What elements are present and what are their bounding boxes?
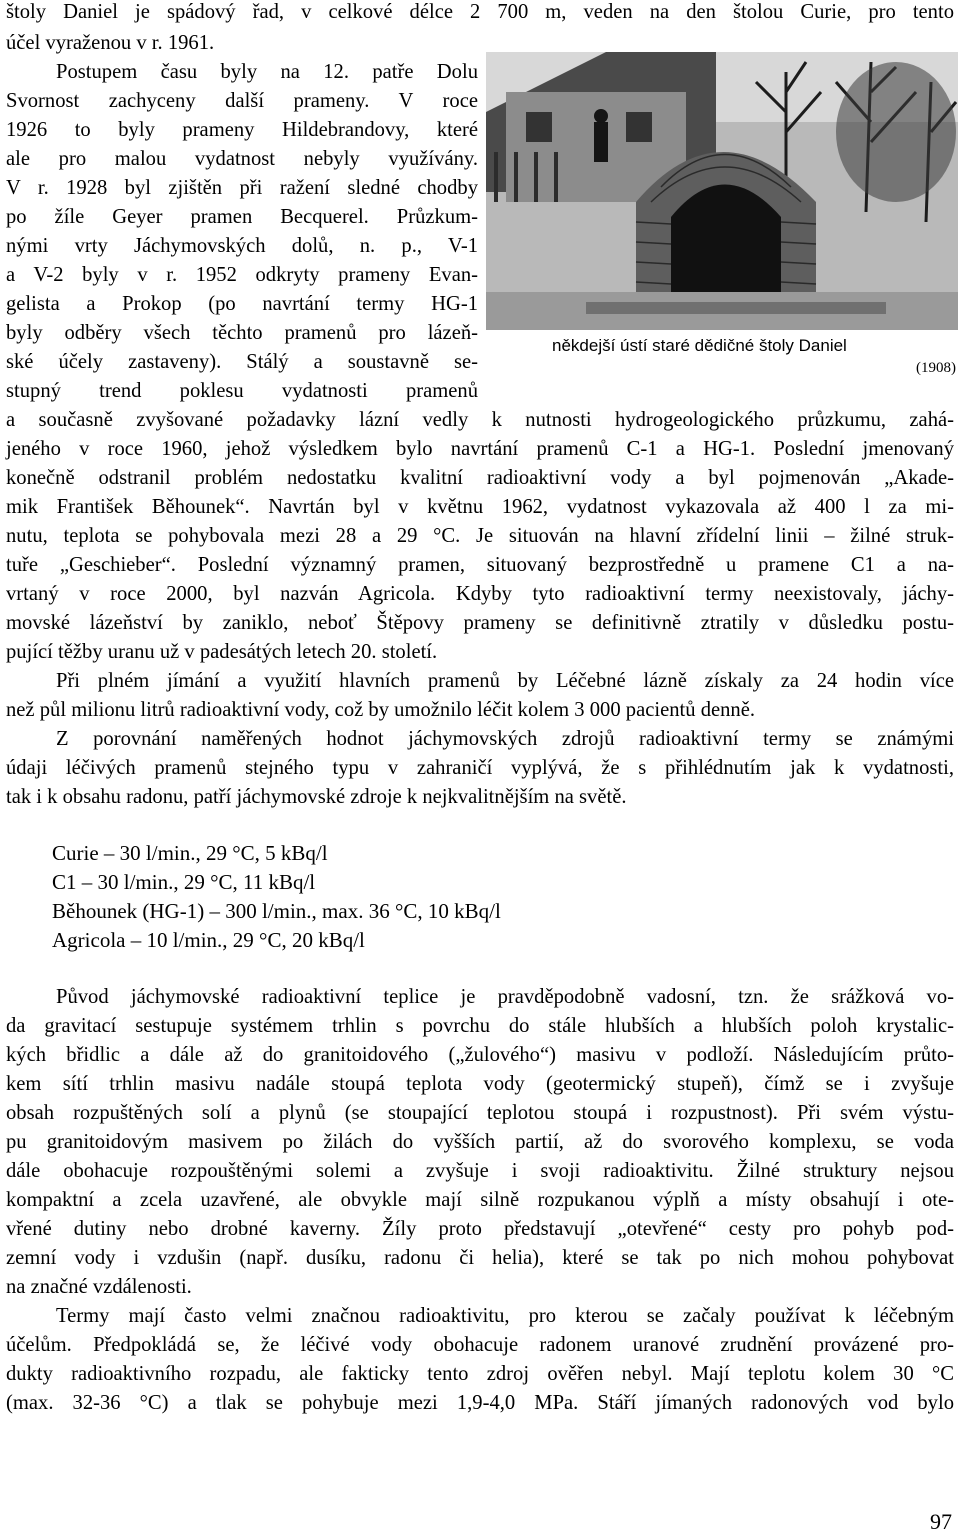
page-number: 97: [930, 1509, 952, 1534]
spring-entry: C1 – 30 l/min., 29 °C, 11 kBq/l: [52, 870, 316, 894]
text-line: vřené dutiny nebo drobné kaverny. Žíly proto představují „otevřené“ cesty pro pohyb pod-: [6, 1218, 954, 1240]
text-line: jeného v roce 1960, jehož výsledkem bylo navrtání pramenů C-1 a HG-1. Poslední jmenovaný: [6, 438, 954, 460]
text-line: vrtaný v roce 2000, byl nazván Agricola. Kdyby tyto radioaktivní termy neexistovaly, jáchy-: [6, 583, 954, 605]
text-line: da gravitací sestupuje systémem trhlin s povrchu do stále hlubších a hlubších poloh krystalic-: [6, 1015, 954, 1037]
text-line: kompaktní a zcela uzavřené, ale obvykle mají silně rozpukanou výplň a místy obsahují i ote-: [6, 1189, 954, 1211]
text-line: nými vrty Jáchymovských dolů, n. p., V-1: [6, 235, 478, 257]
text-line: movské lázeňství by zaniklo, neboť Štěpovy prameny se definitivně ztratily v důsledku postu-: [6, 612, 954, 634]
text-line: dále obohacuje rozpouštěnými solemi a zvyšuje i svoji radioaktivitu. Žilné struktury nejsou: [6, 1160, 954, 1182]
text-line: zemní vody i vzdušin (např. dusíku, radonu či helia), které se tak po nich mohou pohybovat: [6, 1247, 954, 1269]
text-line: Termy mají často velmi značnou radioaktivitu, pro kterou se začaly používat k léčebným: [56, 1305, 954, 1327]
text-line: účel vyraženou v r. 1961.: [6, 32, 215, 54]
text-line: Postupem času byly na 12. patře Dolu: [56, 61, 478, 83]
figure-caption: někdejší ústí staré dědičné štoly Daniel: [552, 336, 847, 355]
text-line: stupný trend poklesu vydatnosti pramenů: [6, 380, 478, 402]
text-line: obsah rozpuštěných solí a plynů (se stoupající teplotou stoupá i rozpustnost). Při svém výstu-: [6, 1102, 954, 1124]
text-line: štoly Daniel je spádový řad, v celkové délce 2 700 m, veden na den štolou Curie, pro tento: [6, 1, 954, 23]
text-line: ale pro malou vydatnost nebyly využívány.: [6, 148, 478, 170]
text-line: účelům. Předpokládá se, že léčivé vody obohacuje radonem uranové zrudnění provázené pro-: [6, 1334, 954, 1356]
text-line: byly odběry všech těchto pramenů pro lázeň-: [6, 322, 478, 344]
text-line: tuře „Geschieber“. Poslední významný pramen, situovaný bezprostředně u pramene C1 a na-: [6, 554, 954, 576]
text-line: pu granitoidovým masivem po žilách do vyšších partií, až do svorového komplexu, se voda: [6, 1131, 954, 1153]
figure-year: (1908): [916, 360, 956, 376]
text-line: Původ jáchymovské radioaktivní teplice je pravděpodobně vadosní, tzn. že srážková vo-: [56, 986, 954, 1008]
text-line: mik František Běhounek“. Navrtán byl v květnu 1962, vydatnost vykazovala až 400 l za mi-: [6, 496, 954, 518]
spring-entry: Běhounek (HG-1) – 300 l/min., max. 36 °C, 10 kBq/l: [52, 899, 501, 923]
text-line: dukty radioaktivního rozpadu, ale fakticky tento zdroj ověřen nebyl. Mají teplotu kolem 30 °C: [6, 1363, 954, 1385]
text-line: po žíle Geyer pramen Becquerel. Průzkum-: [6, 206, 478, 228]
spring-entry: Curie – 30 l/min., 29 °C, 5 kBq/l: [52, 841, 328, 865]
text-line: gelista a Prokop (po navrtání termy HG-1: [6, 293, 478, 315]
text-line: než půl milionu litrů radioaktivní vody, což by umožnilo léčit kolem 3 000 pacientů denně.: [6, 699, 756, 721]
text-line: a V-2 byly v r. 1952 odkryty prameny Evan-: [6, 264, 478, 286]
text-line: Z porovnání naměřených hodnot jáchymovských zdrojů radioaktivní termy se známými: [56, 728, 954, 750]
text-line: Svornost zachyceny další prameny. V roce: [6, 90, 478, 112]
text-line: tak i k obsahu radonu, patří jáchymovské zdroje k nejkvalitnějším na světě.: [6, 786, 627, 808]
historic-photo: [486, 52, 958, 330]
text-line: (max. 32-36 °C) a tlak se pohybuje mezi 1,9-4,0 MPa. Stáří jímaných radonových vod bylo: [6, 1392, 954, 1414]
text-line: 1926 to byly prameny Hildebrandovy, které: [6, 119, 478, 141]
text-line: pující těžby uranu už v padesátých letech 20. století.: [6, 641, 438, 663]
text-line: kých břidlic a dále až do granitoidového („žulového“) masivu v podloží. Následujícím průto-: [6, 1044, 954, 1066]
spring-entry: Agricola – 10 l/min., 29 °C, 20 kBq/l: [52, 928, 365, 952]
text-line: konečně odstranil problém nedostatku kvalitní radioaktivní vody a byl pojmenován „Akade-: [6, 467, 954, 489]
photo-illustration: [486, 52, 958, 330]
text-line: V r. 1928 byl zjištěn při ražení sledné chodby: [6, 177, 478, 199]
text-line: na značné vzdálenosti.: [6, 1276, 192, 1298]
text-line: kem sítí trhlin masivu nadále stoupá teplota vody (geotermický stupeň), čímž se i zvyšuje: [6, 1073, 954, 1095]
text-line: ské účely zastaveny). Stálý a soustavně se-: [6, 351, 478, 373]
text-line: nutu, teplota se pohybovala mezi 28 a 29 °C. Je situován na hlavní zřídelní linii – žilné struk-: [6, 525, 954, 547]
text-line: a současně zvyšované požadavky lázní vedly k nutnosti hydrogeologického průzkumu, zahá-: [6, 409, 954, 431]
text-line: údaji léčivých pramenů stejného typu v zahraničí vyplývá, že s přihlédnutím jak k vydatnosti,: [6, 757, 954, 779]
text-line: Při plném jímání a využití hlavních pramenů by Léčebné lázně získaly za 24 hodin více: [56, 670, 954, 692]
